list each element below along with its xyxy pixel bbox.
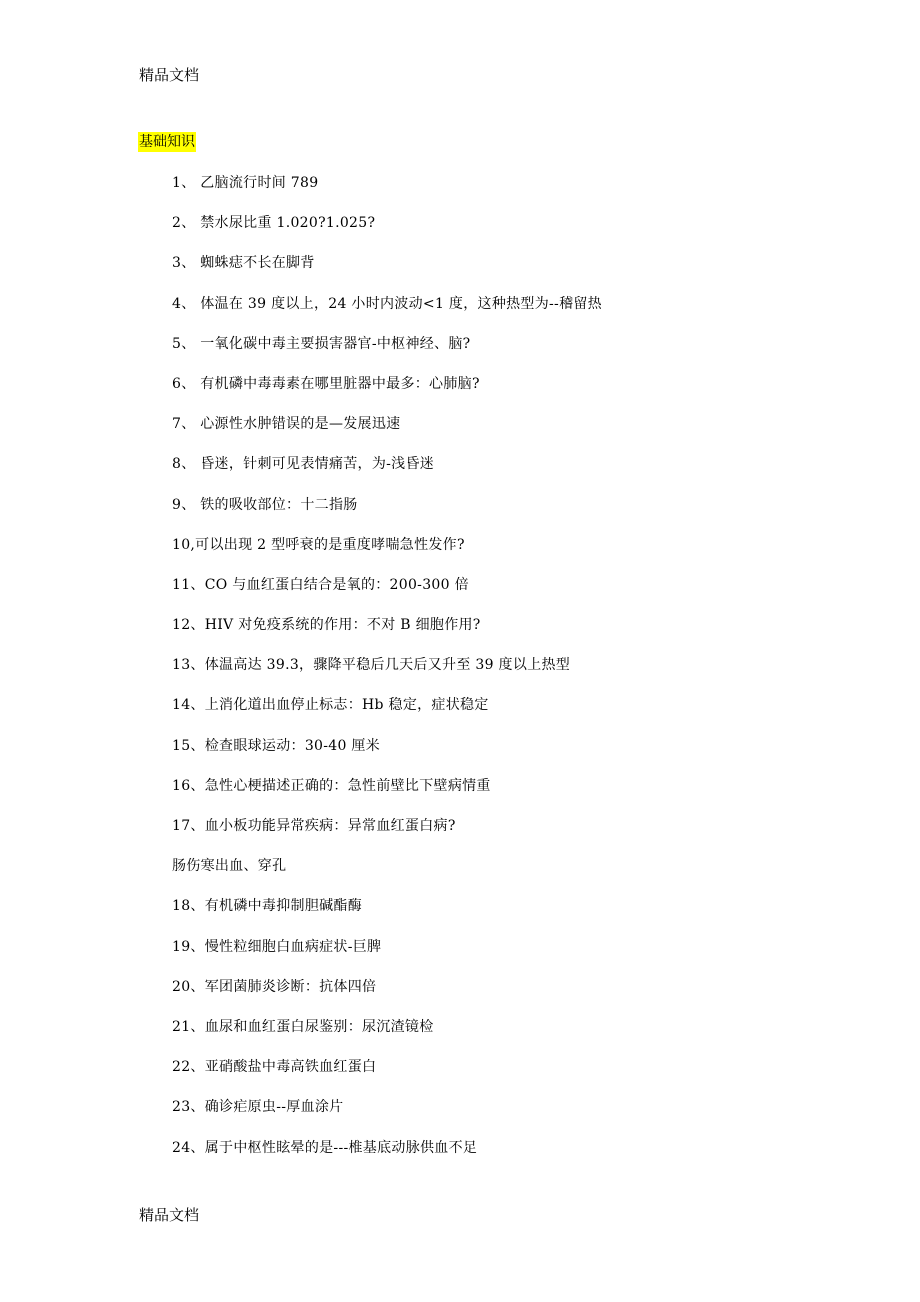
list-item: 24、属于中枢性眩晕的是---椎基底动脉供血不足 xyxy=(172,1139,478,1156)
list-item: 7、 心源性水肿错误的是—发展迅速 xyxy=(172,416,401,433)
list-item: 10,可以出现 2 型呼衰的是重度哮喘急性发作? xyxy=(172,536,465,553)
section-title-highlighted: 基础知识 xyxy=(139,134,195,150)
list-item: 肠伤寒出血、穿孔 xyxy=(172,858,287,875)
page-header-label: 精品文档 xyxy=(139,66,200,84)
list-item: 20、军团菌肺炎诊断：抗体四倍 xyxy=(172,978,377,995)
list-item: 9、 铁的吸收部位：十二指肠 xyxy=(172,496,358,513)
list-item: 1、 乙脑流行时间 789 xyxy=(172,175,319,191)
list-item: 3、 蜘蛛痣不长在脚背 xyxy=(172,255,315,272)
list-item: 8、 昏迷，针刺可见表情痛苦，为-浅昏迷 xyxy=(172,456,435,473)
list-item: 23、确诊疟原虫--厚血涂片 xyxy=(172,1099,344,1116)
list-item: 4、 体温在 39 度以上，24 小时内波动<1 度，这种热型为--稽留热 xyxy=(172,295,602,312)
list-item: 21、血尿和血红蛋白尿鉴别：尿沉渣镜检 xyxy=(172,1018,434,1035)
list-item: 18、有机磷中毒抑制胆碱酯酶 xyxy=(172,898,363,915)
list-item: 22、亚硝酸盐中毒高铁血红蛋白 xyxy=(172,1059,377,1076)
list-item: 15、检查眼球运动：30-40 厘米 xyxy=(172,737,381,754)
page-footer-label: 精品文档 xyxy=(139,1206,200,1224)
list-item: 12、HIV 对免疫系统的作用：不对 B 细胞作用? xyxy=(172,617,481,634)
list-item: 19、慢性粒细胞白血病症状-巨脾 xyxy=(172,938,382,955)
list-item: 13、体温高达 39.3，骤降平稳后几天后又升至 39 度以上热型 xyxy=(172,657,571,674)
list-item: 16、急性心梗描述正确的：急性前壁比下壁病情重 xyxy=(172,777,491,794)
list-item: 2、 禁水尿比重 1.020?1.025? xyxy=(172,215,376,232)
list-item: 6、 有机磷中毒毒素在哪里脏器中最多：心肺脑? xyxy=(172,375,480,392)
list-item: 11、CO 与血红蛋白结合是氧的：200-300 倍 xyxy=(172,576,469,593)
list-item: 5、 一氧化碳中毒主要损害器官-中枢神经、脑? xyxy=(172,335,471,352)
list-item: 14、上消化道出血停止标志：Hb 稳定，症状稳定 xyxy=(172,697,489,714)
list-item: 17、血小板功能异常疾病：异常血红蛋白病? xyxy=(172,818,456,834)
knowledge-point-list xyxy=(172,172,872,1177)
